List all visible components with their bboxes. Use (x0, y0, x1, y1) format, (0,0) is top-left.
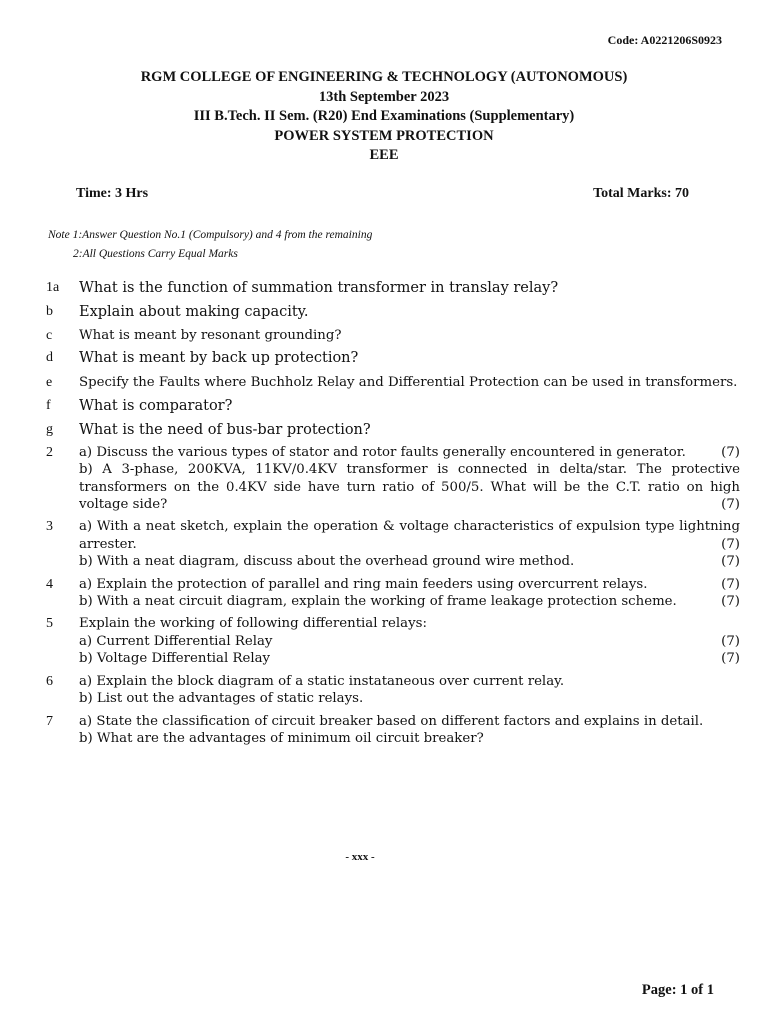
question-1d (46, 346, 740, 370)
question-part-b: b) List out the advantages of static relays. (79, 691, 364, 707)
marks: (7) (721, 536, 740, 552)
question-text: What is the need of bus-bar protection? (79, 421, 371, 438)
question-text: What is meant by resonant grounding? (79, 328, 342, 343)
question-part-a: a) Explain the block diagram of a static instataneous over current relay. (79, 673, 565, 689)
marks: (7) (721, 497, 740, 513)
question-4 (46, 576, 740, 611)
note-1: Note 1:Answer Question No.1 (Compulsory) and 4 from the remaining (48, 229, 373, 241)
question-list (46, 276, 740, 747)
question-part-b (79, 650, 740, 667)
question-number: c (46, 328, 53, 343)
part-text: a) Explain the protection of parallel and ring main feeders using overcurrent relays. (79, 576, 648, 592)
question-part-a: a) State the classification of circuit breaker based on different factors and explains in detail. (79, 713, 704, 729)
marks: (7) (721, 576, 740, 592)
question-intro: Explain the working of following differential relays: (79, 616, 427, 632)
question-part-b (79, 593, 740, 610)
question-number: g (46, 421, 53, 437)
question-1e (46, 374, 740, 391)
question-text: What is meant by back up protection? (79, 350, 359, 367)
time-marks-row (76, 186, 689, 202)
question-number: 6 (46, 673, 53, 689)
part-text: b) Voltage Differential Relay (79, 651, 271, 667)
marks: (7) (721, 633, 740, 649)
part-text: a) Current Differential Relay (79, 633, 273, 649)
question-1b (46, 300, 740, 324)
question-5 (46, 615, 740, 667)
question-number: e (46, 375, 53, 391)
college-name: RGM COLLEGE OF ENGINEERING & TECHNOLOGY (AUTONOMOUS) (140, 69, 628, 85)
question-1f (46, 394, 740, 418)
exam-code: Code: A0221206S0923 (607, 33, 722, 47)
question-text: Specify the Faults where Buchholz Relay and Differential Protection can be used in transformers. (79, 375, 738, 391)
time-label: Time: 3 Hrs (76, 186, 149, 201)
question-7 (46, 713, 740, 748)
total-marks-label: Total Marks: 70 (593, 186, 689, 201)
question-number: 5 (46, 616, 53, 632)
exam-title: III B.Tech. II Sem. (R20) End Examinations (Supplementary) (193, 108, 575, 124)
marks: (7) (721, 594, 740, 610)
part-text: a) Discuss the various types of stator and rotor faults generally encountered in generator. (79, 444, 686, 460)
marks: (7) (721, 651, 740, 667)
subject-name: POWER SYSTEM PROTECTION (274, 127, 494, 144)
question-number: b (46, 304, 53, 319)
marks: (7) (721, 554, 740, 570)
marks: (7) (721, 444, 740, 460)
end-marker: - xxx - (345, 851, 375, 863)
part-text: b) With a neat circuit diagram, explain the working of frame leakage protection scheme. (79, 594, 677, 610)
question-text: What is comparator? (79, 397, 233, 414)
question-text: What is the function of summation transformer in translay relay? (79, 280, 559, 296)
question-number: f (46, 397, 51, 413)
question-number: 2 (46, 444, 53, 460)
part-text: b) A 3-phase, 200KVA, 11KV/0.4KV transformer is connected in delta/star. The protective transformers on the 0.4KV side have turn ratio of 500/5. What will be the C.T. ratio on high voltage side? (79, 462, 740, 513)
question-part-a (79, 518, 740, 553)
part-text: a) With a neat sketch, explain the operation & voltage characteristics of expulsion type lightning arrester. (79, 519, 740, 552)
question-6 (46, 673, 740, 708)
question-part-a (79, 633, 740, 650)
note-2: 2:All Questions Carry Equal Marks (73, 248, 238, 260)
part-text: b) With a neat diagram, discuss about the overhead ground wire method. (79, 554, 575, 570)
question-number: 1a (46, 280, 60, 295)
question-part-a (79, 576, 740, 593)
instructions (48, 226, 372, 264)
question-number: 4 (46, 576, 53, 592)
question-1g (46, 418, 740, 442)
exam-header (0, 68, 768, 166)
question-3 (46, 518, 740, 570)
branch-name: EEE (369, 147, 399, 163)
question-number: 3 (46, 519, 53, 535)
question-1c (46, 327, 740, 344)
exam-date: 13th September 2023 (318, 88, 450, 105)
question-part-a (79, 444, 740, 461)
question-number: 7 (46, 713, 53, 729)
question-number: d (46, 350, 53, 366)
question-part-b: b) What are the advantages of minimum oil circuit breaker? (79, 730, 484, 746)
page-number: Page: 1 of 1 (641, 982, 714, 998)
question-2 (46, 444, 740, 514)
question-text: Explain about making capacity. (79, 304, 309, 320)
question-1a (46, 276, 740, 300)
question-part-b (79, 553, 740, 570)
question-part-b (79, 461, 740, 513)
